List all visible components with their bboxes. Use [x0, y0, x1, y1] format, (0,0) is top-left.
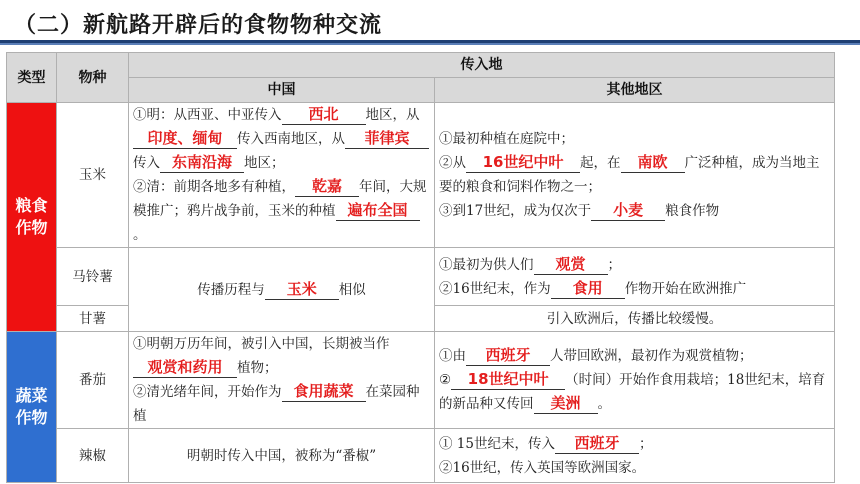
- potato-other-cell: ①最初为供人们 观赏 ； ②16世纪末，作为 食用 作物开始在欧洲推广: [435, 248, 835, 306]
- page-title: （二）新航路开辟后的食物物种交流: [14, 13, 383, 38]
- header-destination: 传入地: [129, 53, 835, 78]
- answer-blank: 16世纪中叶: [466, 152, 580, 173]
- answer-blank: 乾嘉: [295, 176, 359, 197]
- answer-blank: 食用: [551, 278, 625, 299]
- header-china: 中国: [129, 78, 435, 103]
- answer-blank: 美洲: [534, 393, 598, 414]
- header-other: 其他地区: [435, 78, 835, 103]
- answer-blank: 印度、缅甸: [133, 128, 237, 149]
- answer-blank: 南欧: [621, 152, 685, 173]
- sweet-potato-other-cell: 引入欧洲后，传播比较缓慢。: [435, 306, 835, 332]
- answer-blank: 食用蔬菜: [282, 381, 366, 402]
- potato-china-cell: 传播历程与 玉米 相似: [129, 248, 435, 332]
- answer-blank: 玉米: [265, 279, 339, 300]
- pepper-other-cell: ① 15世纪末，传入 西班牙 ； ②16世纪，传入英国等欧洲国家。: [435, 429, 835, 483]
- tomato-china-cell: ①明朝万历年间，被引入中国，长期被当作观赏和药用 植物； ②清光绪年间，开始作为 食用蔬菜 在菜园种植: [129, 332, 435, 429]
- pepper-china-cell: 明朝时传入中国，被称为“番椒”: [129, 429, 435, 483]
- title-divider-accent: [0, 43, 860, 45]
- answer-blank: 西班牙: [466, 345, 550, 366]
- header-type: 类型: [7, 53, 57, 103]
- answer-blank: 菲律宾: [345, 128, 429, 149]
- species-corn: 玉米: [57, 103, 129, 248]
- category-vegetable-crops: [7, 332, 57, 483]
- category-food-label: 粮食作物: [15, 196, 48, 237]
- answer-blank: 小麦: [591, 200, 665, 221]
- corn-other-cell: ①最初种植在庭院中； ②从 16世纪中叶 起，在 南欧 广泛种植，成为当地主要的粮食和饲料作物之一； ③到17世纪，成为仅次于 小麦 粮食作物: [435, 103, 835, 248]
- food-exchange-table: [6, 52, 835, 483]
- category-veg-label: 蔬菜作物: [15, 386, 48, 427]
- header-species: 物种: [57, 53, 129, 103]
- answer-blank: 18世纪中叶: [451, 369, 565, 390]
- tomato-other-cell: ①由 西班牙 人带回欧洲，最初作为观赏植物； ② 18世纪中叶 （时间）开始作食用栽培；18世纪末，培育的新品种又传回 美洲 。: [435, 332, 835, 429]
- species-tomato: 番茄: [57, 332, 129, 429]
- answer-blank: 东南沿海: [160, 152, 244, 173]
- answer-blank: 观赏和药用: [133, 357, 237, 378]
- corn-china-cell: ①明：从西亚、中亚传入 西北 地区，从印度、缅甸 传入西南地区，从 菲律宾传入 东南沿海 地区； ②清：前期各地多有种植， 乾嘉 年间，大规模推广；鸦片战争前，玉米的种植 遍布全国。: [129, 103, 435, 248]
- answer-blank: 西班牙: [555, 433, 639, 454]
- species-pepper: 辣椒: [57, 429, 129, 483]
- answer-blank: 西北: [282, 104, 366, 125]
- category-food-crops: [7, 103, 57, 332]
- species-sweet-potato: 甘薯: [57, 306, 129, 332]
- answer-blank: 遍布全国: [336, 200, 420, 221]
- species-potato: 马铃薯: [57, 248, 129, 306]
- answer-blank: 观赏: [534, 254, 608, 275]
